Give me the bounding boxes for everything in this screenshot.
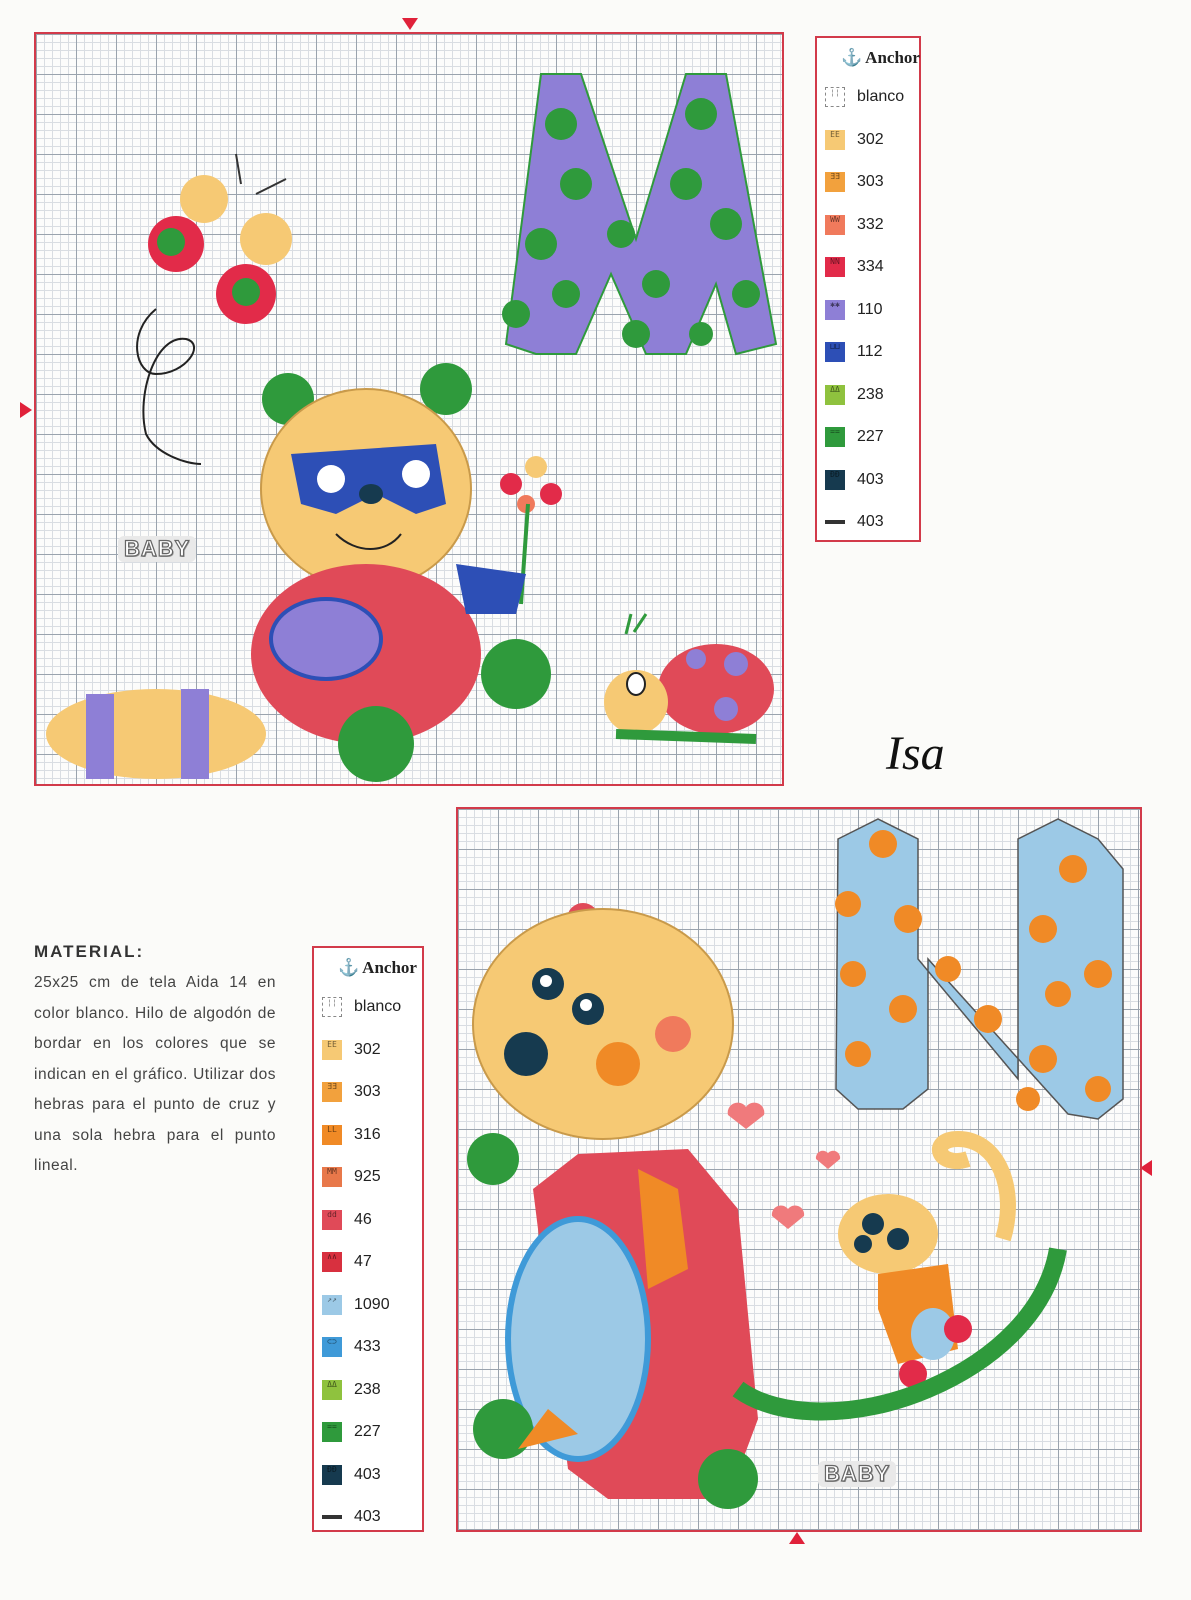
flower <box>456 456 562 614</box>
center-marker-left <box>20 402 32 418</box>
thread-code: 403 <box>354 1465 381 1483</box>
color-key-bottom <box>312 946 424 1532</box>
color-swatch: ✱✱ <box>825 300 845 320</box>
thread-code: 46 <box>354 1210 372 1228</box>
color-swatch: == <box>825 427 845 447</box>
material-text: 25x25 cm de tela Aida 14 en color blanco. Hilo de algodón de bordar en los colores que se indican en el gráfico. Utilizar dos hebras para el punto de cruz y una sola hebra para el punto lineal. <box>34 974 276 1174</box>
key-row-blanco <box>825 76 911 119</box>
baby-logo-top: BABY <box>118 536 196 562</box>
color-swatch: LL <box>322 1125 342 1145</box>
color-swatch: ƎƎ <box>825 172 845 192</box>
letter-n-motif <box>458 809 1140 1530</box>
kitten <box>738 1139 1058 1412</box>
key-top-list <box>825 76 911 544</box>
key-row-925 <box>322 1156 414 1199</box>
chart-letter-n <box>456 807 1142 1532</box>
color-swatch: ĐĐ <box>825 470 845 490</box>
thread-code: 433 <box>354 1338 381 1356</box>
color-swatch: == <box>322 1422 342 1442</box>
anchor-icon: ⚓ <box>338 958 360 977</box>
thread-code: 403 <box>857 513 884 531</box>
thread-code: 334 <box>857 258 884 276</box>
thread-code: 403 <box>857 470 884 488</box>
material-section <box>34 942 276 1182</box>
color-swatch: WW <box>825 215 845 235</box>
key-row-403 <box>322 1496 414 1539</box>
color-swatch: ƎƎ <box>322 1082 342 1102</box>
key-bottom-list <box>322 986 414 1539</box>
page-title: Isa <box>886 727 945 780</box>
key-row-110 <box>825 289 911 332</box>
color-swatch: ĐĐ <box>322 1465 342 1485</box>
color-swatch: EE <box>825 130 845 150</box>
key-row-227 <box>825 416 911 459</box>
thread-code: 302 <box>354 1040 381 1058</box>
key-row-403 <box>825 501 911 544</box>
backstitch-line-swatch <box>825 520 845 524</box>
key-row-1090 <box>322 1284 414 1327</box>
material-heading: MATERIAL: <box>34 942 145 961</box>
key-row-334 <box>825 246 911 289</box>
ladybug <box>604 614 774 739</box>
center-marker-bottom <box>789 1532 805 1544</box>
color-swatch: ¦¦ <box>322 997 342 1017</box>
color-swatch: ¦¦ <box>825 87 845 107</box>
color-swatch: ΔΔ <box>825 385 845 405</box>
thread-code: 303 <box>354 1083 381 1101</box>
key-row-316 <box>322 1114 414 1157</box>
thread-code: blanco <box>354 998 402 1016</box>
key-row-238 <box>825 374 911 417</box>
backstitch-line-swatch <box>322 1515 342 1519</box>
thread-code: 238 <box>857 385 884 403</box>
color-key-top <box>815 36 921 542</box>
big-bear <box>467 903 758 1509</box>
thread-code: 332 <box>857 215 884 233</box>
thread-code: 112 <box>857 343 883 361</box>
thread-code: 47 <box>354 1253 372 1271</box>
key-row-46 <box>322 1199 414 1242</box>
butterfly <box>137 154 292 464</box>
thread-code: 1090 <box>354 1295 390 1313</box>
anchor-brand: ⚓ Anchor <box>841 48 920 67</box>
thread-code: 403 <box>354 1508 381 1526</box>
key-row-238 <box>322 1369 414 1412</box>
thread-code: 303 <box>857 173 884 191</box>
thread-code: 110 <box>857 300 883 318</box>
color-swatch: NN <box>825 257 845 277</box>
key-row-403 <box>322 1454 414 1497</box>
anchor-icon: ⚓ <box>841 48 863 67</box>
color-swatch: ⊂⊃ <box>322 1337 342 1357</box>
color-swatch: ∧∧ <box>322 1252 342 1272</box>
color-swatch: ⊔⊔ <box>825 342 845 362</box>
key-row-303 <box>322 1071 414 1114</box>
key-row-302 <box>825 119 911 162</box>
key-row-303 <box>825 161 911 204</box>
thread-code: 925 <box>354 1168 381 1186</box>
thread-code: 316 <box>354 1125 381 1143</box>
anchor-brand: ⚓ Anchor <box>338 958 417 977</box>
key-row-403 <box>825 459 911 502</box>
color-swatch: ΔΔ <box>322 1380 342 1400</box>
thread-code: 238 <box>354 1380 381 1398</box>
thread-code: 227 <box>354 1423 381 1441</box>
color-swatch: MM <box>322 1167 342 1187</box>
hearts <box>728 1103 840 1229</box>
key-row-227 <box>322 1411 414 1454</box>
chart-letter-m <box>34 32 784 786</box>
key-row-302 <box>322 1029 414 1072</box>
key-row-112 <box>825 331 911 374</box>
key-row-blanco <box>322 986 414 1029</box>
key-row-332 <box>825 204 911 247</box>
center-marker-top <box>402 18 418 30</box>
color-swatch: ↗↗ <box>322 1295 342 1315</box>
color-swatch: dd <box>322 1210 342 1230</box>
thread-code: 302 <box>857 130 884 148</box>
key-row-47 <box>322 1241 414 1284</box>
thread-code: 227 <box>857 428 884 446</box>
baby-logo-bottom: BABY <box>818 1461 896 1487</box>
letter-m-motif <box>36 34 782 784</box>
key-row-433 <box>322 1326 414 1369</box>
color-swatch: EE <box>322 1040 342 1060</box>
thread-code: blanco <box>857 88 905 106</box>
